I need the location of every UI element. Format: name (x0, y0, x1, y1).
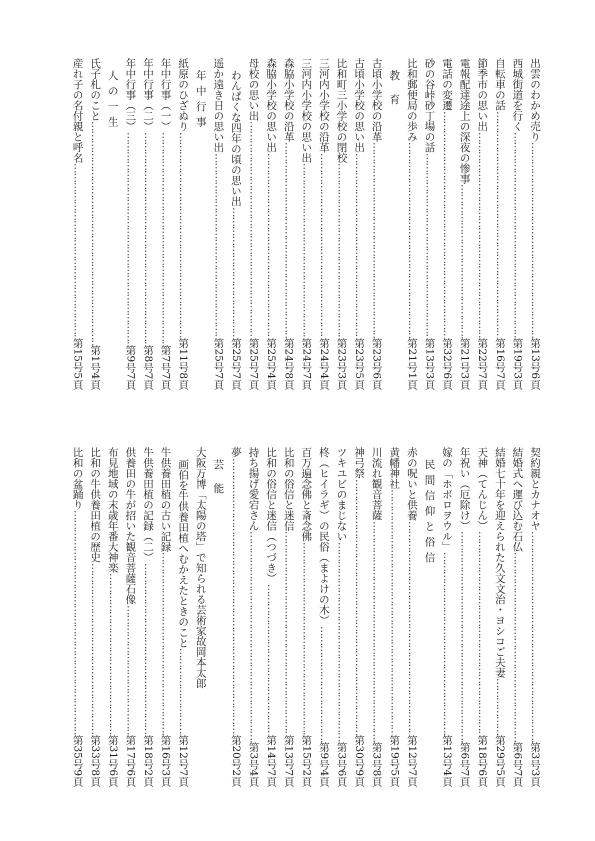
toc-block-top (73, 58, 543, 390)
entry-reference: 第7号7頁 (159, 345, 172, 390)
toc-entry (455, 58, 473, 390)
leader-dots (226, 207, 244, 339)
leader-dots (262, 153, 280, 339)
entry-reference: 第21号1頁 (405, 338, 418, 390)
entry-reference: 第20号2頁 (229, 735, 242, 787)
leader-dots (209, 153, 227, 339)
leader-dots (279, 142, 297, 338)
leader-dots (490, 678, 508, 735)
entry-reference: 第18号6頁 (476, 735, 489, 787)
toc-entry (103, 447, 121, 787)
entry-title: 砂の谷峠砂丁場の話 (423, 58, 436, 153)
toc-entry (402, 58, 420, 390)
leader-dots (385, 489, 403, 735)
entry-reference: 第32号6頁 (441, 338, 454, 390)
toc-entry (156, 58, 174, 390)
leader-dots (226, 458, 244, 736)
entry-reference: 第13号6頁 (529, 338, 541, 390)
entry-reference: 第6号7頁 (511, 742, 524, 787)
entry-reference: 第3号8頁 (370, 742, 383, 787)
toc-entry (226, 447, 244, 787)
leader-dots (508, 552, 526, 742)
toc-entry (262, 447, 280, 787)
entry-reference: 第1号4頁 (89, 345, 102, 390)
toc-entry (473, 447, 491, 787)
entry-reference: 第23号5頁 (353, 338, 366, 390)
toc-entry (297, 447, 315, 787)
entry-reference: 第12号7頁 (177, 735, 190, 787)
leader-dots (86, 563, 104, 736)
toc-entry (279, 58, 297, 390)
entry-title: 古頃小学校の思い出 (353, 58, 366, 153)
toc-entry (68, 58, 86, 390)
toc-entry (332, 447, 350, 787)
entry-title: 持ち揚げ愛宕さん (247, 447, 260, 531)
toc-entry (121, 58, 139, 390)
toc-entry (490, 58, 508, 390)
entry-reference: 第19号5頁 (388, 735, 401, 787)
leader-dots (455, 184, 473, 338)
entry-reference: 第8号7頁 (141, 345, 154, 390)
toc-entry (86, 58, 104, 390)
entry-reference: 第23号6頁 (370, 338, 383, 390)
entry-reference: 第11号8頁 (177, 338, 190, 390)
entry-reference: 第13号3頁 (423, 338, 436, 390)
entry-title: 赤の呪いと供養 (405, 447, 418, 521)
entry-reference: 第33号8頁 (89, 735, 102, 787)
entry-reference: 第29号5頁 (493, 735, 506, 787)
entry-title: ツキユビのまじない (335, 447, 348, 542)
toc-entry (86, 447, 104, 787)
entry-reference: 第9号7頁 (124, 345, 137, 390)
entry-reference: 第14号7頁 (265, 735, 278, 787)
leader-dots (332, 163, 350, 338)
entry-title: 神弓祭 (353, 447, 366, 479)
entry-reference: 第35号9頁 (71, 735, 84, 787)
entry-title: 画伯を牛供養田植へむかえたときのこと (177, 459, 190, 648)
entry-title: 年中行事（三） (124, 58, 137, 132)
entry-reference: 第24号8頁 (282, 338, 295, 390)
leader-dots (332, 542, 350, 743)
leader-dots (349, 479, 367, 736)
leader-dots (473, 531, 491, 735)
entry-title: 遥か遠き日の思い出 (212, 58, 225, 153)
entry-title: 比和の盆踊り (71, 447, 84, 510)
entry-reference: 第15号5頁 (71, 338, 84, 390)
section-heading-text: 芸 能 (212, 459, 225, 499)
toc-entry (437, 447, 455, 787)
leader-dots (138, 563, 156, 736)
leader-dots (174, 648, 192, 735)
entry-reference: 第3号3頁 (529, 742, 541, 787)
entry-reference: 第15号2頁 (300, 735, 313, 787)
leader-dots (525, 142, 543, 338)
entry-title: 夢 (229, 447, 242, 458)
entry-title: 年祝い（厄除け） (458, 447, 471, 531)
toc-entry (420, 58, 438, 390)
leader-dots (314, 153, 332, 339)
entry-title: 出雲のわかめ売り (529, 58, 541, 142)
entry-reference: 第30号9頁 (353, 735, 366, 787)
leader-dots (402, 521, 420, 736)
entry-reference: 第12号7頁 (405, 735, 418, 787)
entry-title: 三河内小学校の思い出 (300, 58, 313, 163)
entry-reference: 第16号7頁 (493, 338, 506, 390)
toc-entry (473, 58, 491, 390)
leader-dots (437, 552, 455, 735)
leader-dots (473, 132, 491, 339)
section-heading (209, 447, 227, 787)
toc-entry (508, 58, 526, 390)
entry-title: 比和の俗信と迷信（つづき） (265, 447, 278, 584)
leader-dots (68, 510, 86, 735)
toc-entry (174, 58, 192, 390)
section-heading-text: 人の一生 (106, 70, 119, 132)
toc-entry (174, 447, 192, 787)
toc-entry (349, 58, 367, 390)
entry-title: 氏子札のこと (89, 58, 102, 121)
entry-title: 牛供養田植の記録（二） (141, 447, 154, 563)
entry-title: 母校の思い出 (247, 58, 260, 121)
leader-dots (508, 132, 526, 339)
entry-title: 古頃小学校の沿革 (370, 58, 383, 142)
toc-entry (244, 58, 262, 390)
entry-title: 三河内小学校の沿革 (317, 58, 330, 153)
toc-entry (279, 447, 297, 787)
section-heading (420, 447, 438, 787)
entry-reference: 第3号4頁 (247, 742, 260, 787)
leader-dots (297, 542, 315, 736)
toc-entry (367, 447, 385, 787)
section-heading (191, 58, 209, 390)
toc-entry (156, 447, 174, 787)
leader-dots (349, 153, 367, 339)
toc-entry (121, 447, 139, 787)
entry-reference: 第23号3頁 (335, 338, 348, 390)
entry-reference: 第3号6頁 (335, 742, 348, 787)
entry-title: 黄幡神社 (388, 447, 401, 489)
leader-dots (121, 132, 139, 346)
entry-title: 嫁の「ホボロヲウル」 (441, 447, 454, 552)
toc-entry (138, 447, 156, 787)
toc-entry (262, 58, 280, 390)
entry-reference: 第18号2頁 (141, 735, 154, 787)
leader-dots (244, 531, 262, 742)
entry-title: 布見地域の末歳年番大神楽 (106, 447, 119, 573)
leader-dots (402, 142, 420, 338)
toc-entry (525, 58, 543, 390)
entry-title: 契約親とカナオヤ (529, 447, 541, 531)
entry-title: 電話の変遷 (441, 58, 454, 111)
section-heading-text: 年中行事 (194, 70, 207, 132)
leader-dots (420, 153, 438, 339)
leader-dots (86, 121, 104, 345)
leader-dots (437, 111, 455, 339)
entry-title: 供養田の牛が招いた観音菩薩石像 (124, 447, 137, 605)
entry-title: 西城街道を行く (511, 58, 524, 132)
toc-entry (455, 447, 473, 787)
leader-dots (68, 163, 86, 338)
entry-reference: 第25号4頁 (265, 338, 278, 390)
entry-reference: 第31号6頁 (106, 735, 119, 787)
toc-entry (314, 447, 332, 787)
entry-reference: 第13号7頁 (282, 735, 295, 787)
leader-dots (262, 584, 280, 736)
entry-reference: 第24号4頁 (317, 338, 330, 390)
toc-entry (332, 58, 350, 390)
entry-reference: 第16号3頁 (159, 735, 172, 787)
toc-entry (191, 447, 209, 787)
leader-dots (490, 111, 508, 339)
entry-reference: 第13号4頁 (441, 735, 454, 787)
toc-entry (508, 447, 526, 787)
entry-title: 節季市の思い出 (476, 58, 489, 132)
section-heading (103, 58, 121, 390)
entry-title: 年中行事（二） (141, 58, 154, 132)
toc-entry (367, 58, 385, 390)
leader-dots (174, 132, 192, 339)
leader-dots (138, 132, 156, 346)
entry-title: 結婚式へ運び込む石仏 (511, 447, 524, 552)
toc-entry (525, 447, 543, 787)
entry-reference: 第17号6頁 (124, 735, 137, 787)
entry-title: 牛供養田植の古い記録 (159, 447, 172, 552)
entry-title: 自転車の話 (493, 58, 506, 111)
entry-title: 比和町三小学校の閉校 (335, 58, 348, 163)
leader-dots (525, 531, 543, 742)
toc-entry (68, 447, 86, 787)
section-heading (385, 58, 403, 390)
toc-entry (209, 58, 227, 390)
entry-title: 森脇小学校の沿革 (282, 58, 295, 142)
entry-title: 比和の牛供養田植の歴史 (89, 447, 102, 563)
entry-reference: 第25号7頁 (229, 338, 242, 390)
entry-reference: 第22号7頁 (476, 338, 489, 390)
entry-title: 比和の俗信と迷信 (282, 447, 295, 531)
toc-entry (138, 58, 156, 390)
leader-dots (367, 142, 385, 338)
entry-reference: 第25号7頁 (212, 338, 225, 390)
toc-block-bottom (73, 447, 543, 787)
entry-title: 電報配達途上の深夜の惨事 (458, 58, 471, 184)
section-heading-text: 教 育 (388, 70, 401, 110)
leader-dots (121, 605, 139, 736)
section-heading-text: 民間信仰と俗信 (423, 459, 436, 568)
leader-dots (455, 531, 473, 742)
toc-entry (314, 58, 332, 390)
entry-title: 百万遍念佛と斎念佛 (300, 447, 313, 542)
entry-title: 天神（てんじん） (476, 447, 489, 531)
entry-reference: 第25号7頁 (247, 338, 260, 390)
entry-title: わんぱくな四年の頃の思い出 (229, 70, 242, 207)
entry-reference: 第21号3頁 (458, 338, 471, 390)
toc-entry (297, 58, 315, 390)
toc-entry (490, 447, 508, 787)
toc-entry (244, 447, 262, 787)
entry-title: 比和郵便局の歩み (405, 58, 418, 142)
leader-dots (297, 163, 315, 338)
leader-dots (279, 531, 297, 735)
entry-reference: 第9号4頁 (317, 742, 330, 787)
entry-reference: 第6号7頁 (458, 742, 471, 787)
entry-title: 結婚七十年を迎えられた久文文治・ヨシコご夫妻 (493, 447, 506, 678)
leader-dots (156, 132, 174, 346)
leader-dots (156, 552, 174, 735)
toc-entry (437, 58, 455, 390)
toc-entry (402, 447, 420, 787)
entry-title: 紙原のひざぬり (177, 58, 190, 132)
entry-title: 柊（ヒイラギ）の民俗（まよけの木） (317, 447, 330, 626)
entry-title: 森脇小学校の思い出 (265, 58, 278, 153)
leader-dots (244, 121, 262, 338)
toc-entry (349, 447, 367, 787)
entry-title: 産れ子の名付親と呼名 (71, 58, 84, 163)
entry-reference: 第24号7頁 (300, 338, 313, 390)
toc-entry (226, 58, 244, 390)
leader-dots (103, 573, 121, 735)
entry-title: 年中行事（一） (159, 58, 172, 132)
leader-dots (367, 521, 385, 743)
entry-title: 川流れ観音菩薩 (370, 447, 383, 521)
leader-dots (314, 626, 332, 743)
entry-reference: 第19号3頁 (511, 338, 524, 390)
entry-title: 大阪万博「太陽の塔」で知られる芸術家故岡本太郎 (194, 447, 207, 689)
toc-entry (385, 447, 403, 787)
